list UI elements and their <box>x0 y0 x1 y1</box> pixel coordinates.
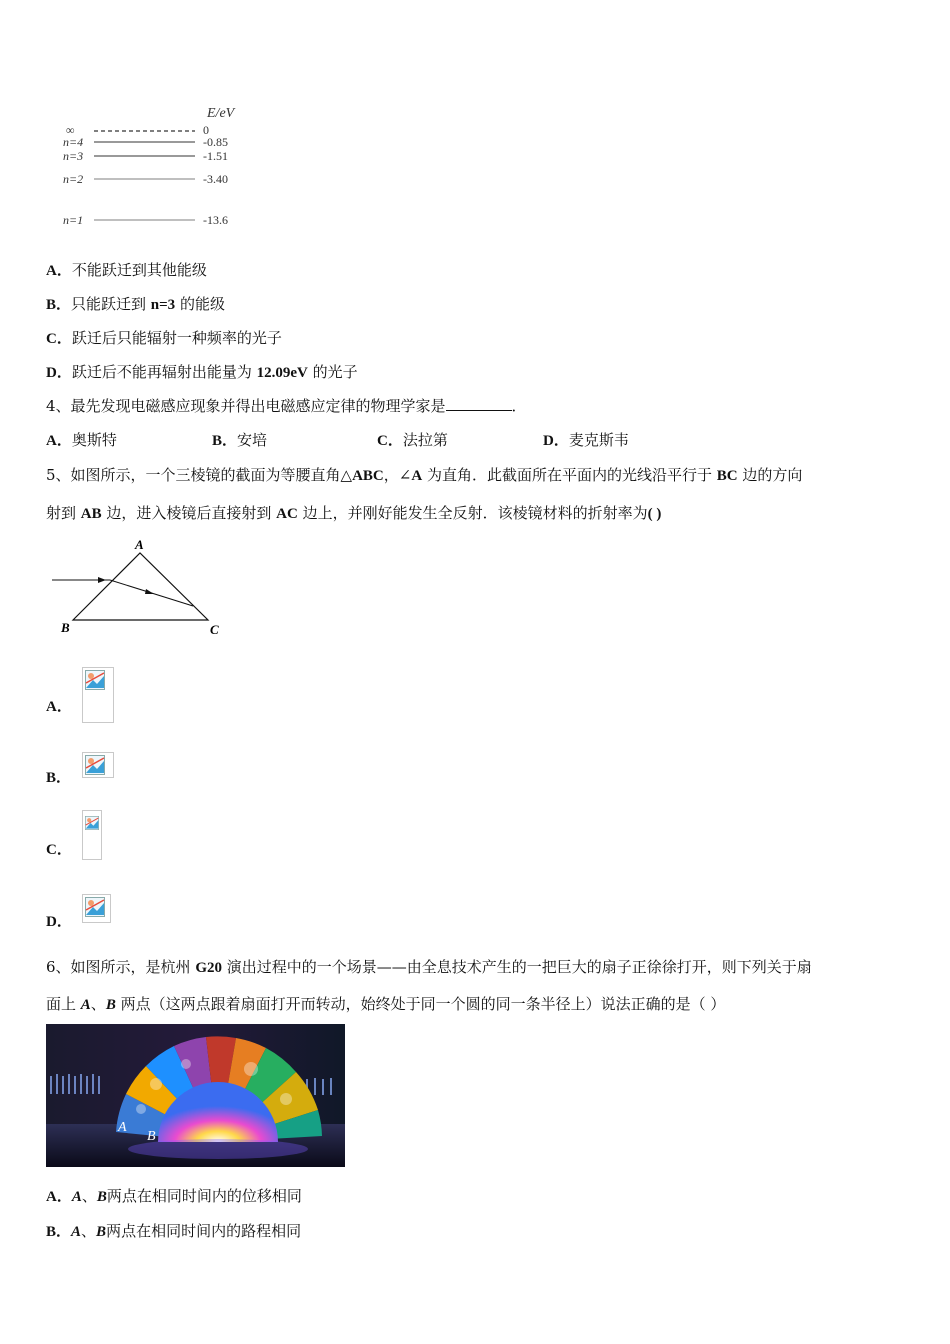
level-energy-0: 0 <box>203 123 209 137</box>
q6-option-a <box>46 1186 302 1207</box>
text-run-bold: BC <box>716 468 738 484</box>
q5-option-b <box>46 767 71 788</box>
option-label: C． <box>46 331 72 347</box>
option-text-bold: 12.09eV <box>256 365 308 381</box>
option-text: 两点在相同时间内的位移相同 <box>106 1187 302 1205</box>
text-run: 边上，并刚好能发生全反射．该棱镜材料的折射率为 <box>297 504 648 522</box>
q4-option-d <box>543 430 629 451</box>
q6-stem-line2 <box>46 994 725 1015</box>
level-energy-4: -0.85 <box>203 135 228 149</box>
text-run: 边的方向 <box>737 466 803 484</box>
energy-level-diagram <box>60 100 260 235</box>
level-energy-1: -13.6 <box>203 213 228 227</box>
option-label: B． <box>46 297 72 313</box>
level-n-inf: ∞ <box>66 123 75 137</box>
option-text: 不能跃迁到其他能级 <box>71 261 207 279</box>
g20-fan-photo <box>46 1024 345 1167</box>
q4-stem-text: 4、最先发现电磁感应现象并得出电磁感应定律的物理学家是 <box>46 397 446 415</box>
q6-option-b <box>46 1221 301 1242</box>
option-label: A． <box>46 433 72 449</box>
text-run: 6、如图所示，是杭州 <box>46 958 196 976</box>
option-label: D． <box>46 365 72 381</box>
q3-option-c <box>46 328 282 349</box>
text-run: 面上 <box>46 995 81 1013</box>
option-text-bold: n=3 <box>150 297 176 313</box>
vertex-label-b: B <box>61 620 70 635</box>
q4-stem-end: ． <box>511 397 527 415</box>
q4-option-c <box>377 430 448 451</box>
text-run-bold: ABC <box>352 468 384 484</box>
q5-option-c <box>46 839 72 860</box>
text-run-italic: A <box>80 997 91 1013</box>
point-a: A <box>71 1189 82 1205</box>
prism-figure <box>48 536 233 642</box>
option-label: A． <box>46 263 72 279</box>
q5-option-a <box>46 696 72 717</box>
level-n4: n=4 <box>63 135 84 149</box>
option-label: C． <box>377 433 403 449</box>
option-label: D． <box>543 433 569 449</box>
q3-option-b <box>46 294 225 315</box>
text-run-bold: G20 <box>195 960 222 976</box>
option-text: 安培 <box>237 431 268 449</box>
vertex-label-c: C <box>210 622 219 637</box>
vertex-label-a: A <box>135 537 144 552</box>
separator: 、 <box>81 1222 97 1240</box>
point-b: B <box>96 1189 107 1205</box>
q5-option-d <box>46 911 72 932</box>
q4-option-b <box>212 430 267 451</box>
broken-image-icon <box>82 752 114 778</box>
option-label: A． <box>46 699 72 715</box>
text-run: 为直角．此截面所在平面内的光线沿平行于 <box>422 466 717 484</box>
option-label: A． <box>46 1189 72 1205</box>
q5-stem-line1 <box>46 465 802 486</box>
option-label: B． <box>46 770 72 786</box>
separator: 、 <box>81 1187 97 1205</box>
option-text-pre: 只能跃迁到 <box>71 295 151 313</box>
option-text: 麦克斯韦 <box>568 431 629 449</box>
photo-label-b: B <box>147 1129 156 1144</box>
text-run-bold: AB <box>80 506 102 522</box>
text-run: 两点（这两点跟着扇面打开而转动，始终处于同一个圆的同一条半径上）说法正确的是（ ） <box>115 995 726 1013</box>
energy-axis-label: E/eV <box>207 106 235 121</box>
text-run-italic: B <box>105 997 116 1013</box>
point-b: B <box>96 1224 107 1240</box>
text-run-bold: A <box>411 468 423 484</box>
option-text-pre: 跃迁后不能再辐射出能量为 <box>71 363 257 381</box>
level-n3: n=3 <box>63 149 84 163</box>
text-run: 、 <box>90 995 106 1013</box>
point-a: A <box>71 1224 82 1240</box>
option-text: 奥斯特 <box>71 431 117 449</box>
option-text: 法拉第 <box>402 431 448 449</box>
option-label: B． <box>46 1224 72 1240</box>
answer-blank <box>446 396 512 411</box>
photo-label-a: A <box>118 1120 127 1135</box>
option-text: 跃迁后只能辐射一种频率的光子 <box>71 329 282 347</box>
level-energy-2: -3.40 <box>203 172 228 186</box>
q6-stem-line1 <box>46 957 812 978</box>
answer-paren: ( ) <box>647 506 662 522</box>
option-text: 两点在相同时间内的路程相同 <box>106 1222 302 1240</box>
option-label: B． <box>212 433 238 449</box>
broken-image-icon <box>82 810 102 860</box>
text-run: ，∠ <box>383 466 412 484</box>
level-n1: n=1 <box>63 213 84 227</box>
text-run-bold: AC <box>276 506 298 522</box>
broken-image-icon <box>82 667 114 723</box>
broken-image-icon <box>82 894 111 923</box>
text-run: 射到 <box>46 504 81 522</box>
option-label: D． <box>46 914 72 930</box>
level-n2: n=2 <box>63 172 84 186</box>
option-text-post: 的光子 <box>307 363 358 381</box>
text-run: 5、如图所示，一个三棱镜的截面为等腰直角△ <box>46 466 353 484</box>
text-run: 演出过程中的一个场景——由全息技术产生的一把巨大的扇子正徐徐打开，则下列关于扇 <box>221 958 812 976</box>
text-run: 边，进入棱镜后直接射到 <box>101 504 277 522</box>
q3-option-a <box>46 260 207 281</box>
option-text-post: 的能级 <box>175 295 225 313</box>
q5-stem-line2 <box>46 503 661 524</box>
q3-option-d <box>46 362 358 383</box>
level-energy-3: -1.51 <box>203 149 228 163</box>
q4-option-a <box>46 430 117 451</box>
option-label: C． <box>46 842 72 858</box>
q4-stem <box>46 396 527 416</box>
